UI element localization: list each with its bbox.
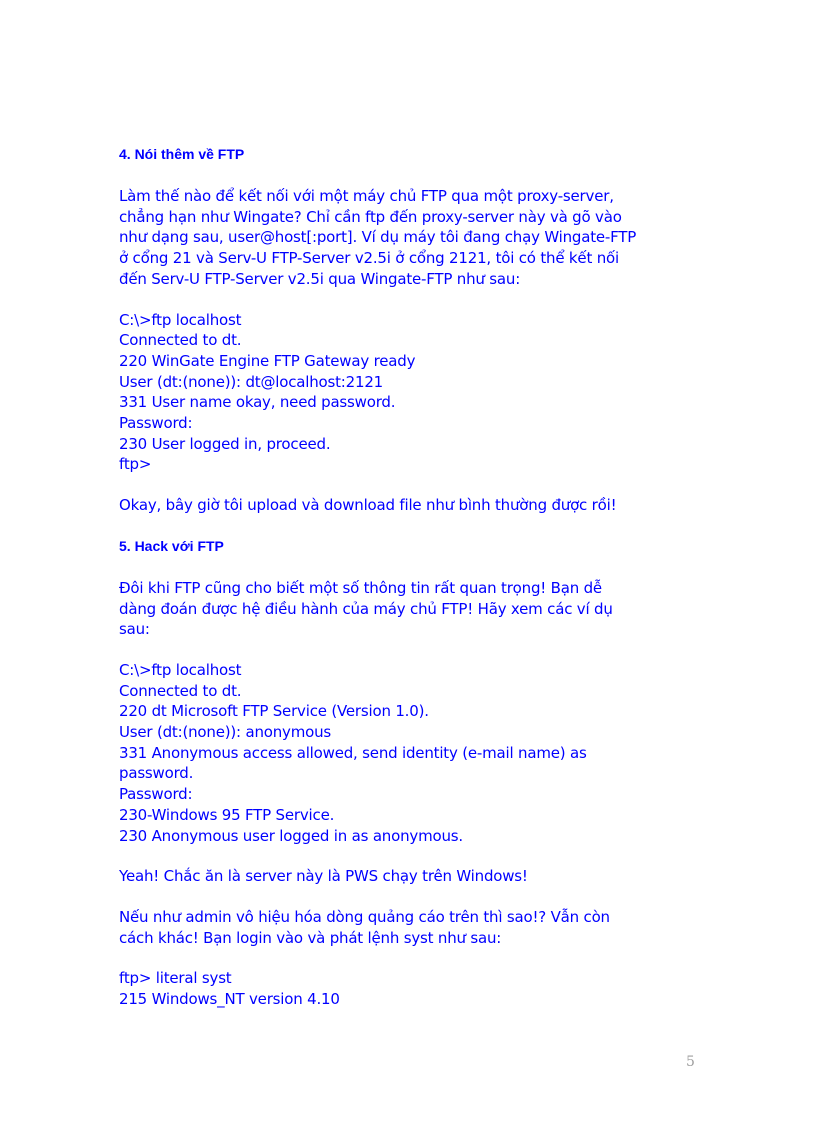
code-line: User (dt:(none)): anonymous [119, 723, 332, 742]
code-line: C:\>ftp localhost [119, 310, 242, 329]
code-line: 215 Windows_NT version 4.10 [119, 990, 340, 1009]
spacer [119, 948, 709, 968]
section-5-remark: Yeah! Chắc ăn là server này là PWS chạy trên Windows! [119, 867, 528, 886]
code-line: 230-Windows 95 FTP Service. [119, 805, 335, 824]
section-4-heading: 4. Nói thêm về FTP [119, 146, 245, 162]
spacer [119, 290, 709, 310]
paragraph-line: Làm thế nào để kết nối với một máy chủ FTP qua một proxy-server, [119, 187, 614, 205]
paragraph-line: ở cổng 21 và Serv-U FTP-Server v2.5i ở cổng 2121, tôi có thể kết nối [119, 249, 619, 268]
code-line: Password: [119, 414, 193, 433]
spacer [119, 516, 709, 536]
code-line: ftp> [119, 455, 152, 474]
code-line: Connected to dt. [119, 681, 242, 700]
section-4-code-block [119, 310, 709, 476]
paragraph-line: cách khác! Bạn login vào và phát lệnh syst như sau: [119, 928, 502, 947]
spacer [119, 164, 709, 186]
code-line: 230 User logged in, proceed. [119, 434, 331, 453]
paragraph-line: chẳng hạn như Wingate? Chỉ cần ftp đến proxy-server này và gõ vào [119, 207, 622, 226]
code-line: 220 WinGate Engine FTP Gateway ready [119, 351, 416, 370]
section-4-intro [119, 186, 709, 290]
page-content [119, 144, 709, 1010]
page-number: 5 [686, 1054, 695, 1070]
spacer [119, 887, 709, 907]
paragraph-line: Nếu như admin vô hiệu hóa dòng quảng cáo trên thì sao!? Vẫn còn [119, 907, 610, 926]
section-5-heading: 5. Hack với FTP [119, 537, 224, 554]
section-5-question [119, 907, 709, 948]
section-5-code-block-2 [119, 968, 709, 1009]
spacer [119, 640, 709, 660]
code-line: User (dt:(none)): dt@localhost:2121 [119, 372, 384, 391]
code-line: ftp> literal syst [119, 969, 232, 988]
section-5-intro [119, 578, 709, 640]
code-line: 220 dt Microsoft FTP Service (Version 1.0). [119, 702, 429, 721]
section-5-code-block [119, 660, 709, 846]
code-line: 331 Anonymous access allowed, send identity (e-mail name) as [119, 743, 587, 762]
paragraph-line: như dạng sau, user@host[:port]. Ví dụ máy tôi đang chạy Wingate-FTP [119, 228, 637, 247]
code-line: Password: [119, 785, 193, 804]
spacer [119, 475, 709, 495]
paragraph-line: đến Serv-U FTP-Server v2.5i qua Wingate-FTP như sau: [119, 269, 521, 288]
paragraph-line: dàng đoán được hệ điều hành của máy chủ FTP! Hãy xem các ví dụ [119, 599, 613, 618]
code-line: Connected to dt. [119, 331, 242, 350]
paragraph-line: Đôi khi FTP cũng cho biết một số thông tin rất quan trọng! Bạn dễ [119, 578, 602, 597]
spacer [119, 556, 709, 578]
code-line: 230 Anonymous user logged in as anonymous. [119, 826, 463, 845]
spacer [119, 846, 709, 866]
code-line: C:\>ftp localhost [119, 660, 242, 679]
section-4-outro: Okay, bây giờ tôi upload và download file như bình thường được rồi! [119, 496, 617, 515]
code-line: 331 User name okay, need password. [119, 393, 396, 412]
code-line: password. [119, 764, 194, 783]
paragraph-line: sau: [119, 620, 150, 639]
